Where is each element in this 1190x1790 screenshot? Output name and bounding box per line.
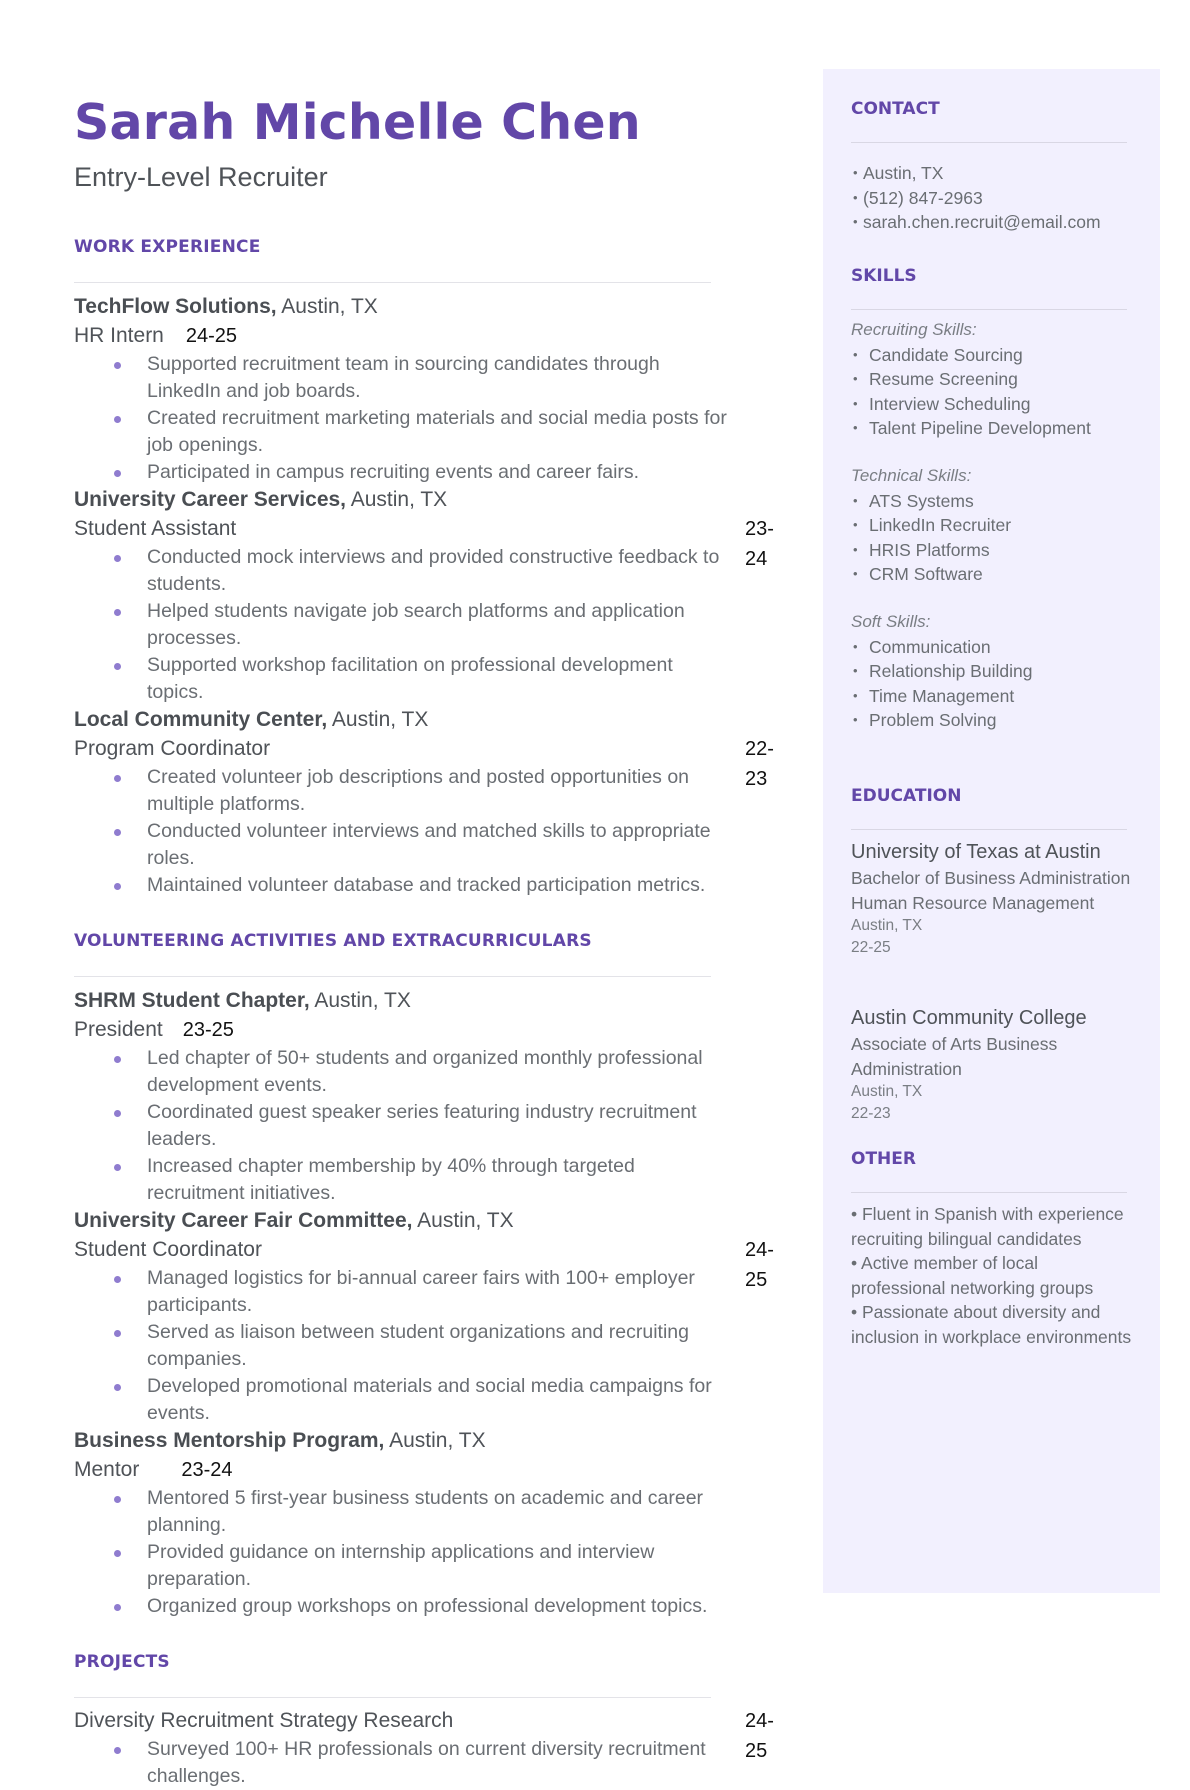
entry-role-line <box>74 1015 794 1045</box>
skill-item: • Interview Scheduling <box>851 392 1141 417</box>
bullet-item: Mentored 5 first-year business students on academic and career planning. <box>74 1485 734 1539</box>
bullet-list <box>74 544 794 706</box>
other-heading: OTHER <box>851 1149 916 1169</box>
skills-group <box>851 318 1141 441</box>
skills-list <box>851 343 1141 441</box>
skill-item: • LinkedIn Recruiter <box>851 513 1141 538</box>
divider <box>74 976 711 977</box>
entry-org: TechFlow Solutions, <box>74 294 277 318</box>
edu-school: University of Texas at Austin <box>851 841 1101 863</box>
edu-degree: Associate of Arts Business Administration <box>851 1034 1058 1079</box>
entry-header <box>74 987 794 1015</box>
skills-heading: SKILLS <box>851 266 917 286</box>
bullet-item: Conducted volunteer interviews and matched skills to appropriate roles. <box>74 818 734 872</box>
bullet-item: Coordinated guest speaker series featuring industry recruitment leaders. <box>74 1099 734 1153</box>
bullet-item: Organized group workshops on professional development topics. <box>74 1593 734 1620</box>
entry-location: Austin, TX <box>417 1208 514 1232</box>
candidate-title: Entry-Level Recruiter <box>74 161 328 192</box>
entry-role: Program Coordinator <box>74 736 271 760</box>
bullet-item: Supported recruitment team in sourcing candidates through LinkedIn and job boards. <box>74 351 734 405</box>
project-entry <box>74 1706 794 1790</box>
contact-list <box>851 161 1141 235</box>
entry-org: University Career Fair Committee, <box>74 1208 413 1232</box>
work-experience-section <box>74 237 794 899</box>
volunteering-section <box>74 931 794 1620</box>
contact-heading: CONTACT <box>851 99 940 119</box>
contact-email: • sarah.chen.recruit@email.com <box>851 210 1141 235</box>
entry-header <box>74 1207 794 1235</box>
skill-item: • HRIS Platforms <box>851 538 1141 563</box>
edu-school: Austin Community College <box>851 1007 1087 1029</box>
edu-date: 22-23 <box>851 1105 891 1122</box>
divider <box>74 282 711 283</box>
other-item: • Passionate about diversity and inclusion in workplace environments <box>851 1302 1132 1347</box>
candidate-name: Sarah Michelle Chen <box>74 94 641 151</box>
entry-location: Austin, TX <box>350 487 448 511</box>
entry-role: Mentor <box>74 1457 140 1481</box>
divider <box>851 309 1127 310</box>
bullet-item: Helped students navigate job search platforms and application processes. <box>74 598 734 652</box>
volunteer-entry <box>74 987 794 1207</box>
skills-list <box>851 489 1141 587</box>
work-entry <box>74 293 794 486</box>
volunteer-entry <box>74 1207 794 1427</box>
section-heading: VOLUNTEERING ACTIVITIES AND EXTRACURRICULARS <box>74 930 592 951</box>
work-entry <box>74 706 794 899</box>
entry-header <box>74 706 794 734</box>
bullet-item: Provided guidance on internship applications and interview preparation. <box>74 1539 734 1593</box>
skill-item: • ATS Systems <box>851 489 1141 514</box>
other-item: • Active member of local professional networking groups <box>851 1253 1094 1298</box>
edu-date: 22-25 <box>851 939 891 956</box>
skills-group-label: Soft Skills: <box>851 612 931 631</box>
skills-group <box>851 610 1141 733</box>
bullet-list <box>74 351 794 486</box>
work-entry <box>74 486 794 706</box>
entry-role-line <box>74 321 794 351</box>
entry-date: 22-23 <box>745 737 774 790</box>
entry-location: Austin, TX <box>281 294 378 318</box>
bullet-item: Supported workshop facilitation on professional development topics. <box>74 652 734 706</box>
entry-org: SHRM Student Chapter, <box>74 988 310 1012</box>
entry-date: 24-25 <box>185 324 238 347</box>
divider <box>851 142 1127 143</box>
bullet-item: Served as liaison between student organizations and recruiting companies. <box>74 1319 734 1373</box>
bullet-item: Maintained volunteer database and tracked participation metrics. <box>74 872 734 899</box>
bullet-item: Managed logistics for bi-annual career fairs with 100+ employer participants. <box>74 1265 734 1319</box>
skill-item: • Relationship Building <box>851 659 1141 684</box>
entry-org: Local Community Center, <box>74 707 328 731</box>
project-title: Diversity Recruitment Strategy Research <box>74 1708 454 1732</box>
bullet-list <box>74 1265 794 1427</box>
entry-date: 23-24 <box>745 517 774 570</box>
bullet-item: Conducted mock interviews and provided constructive feedback to students. <box>74 544 734 598</box>
skill-item: • Communication <box>851 635 1141 660</box>
edu-location: Austin, TX <box>851 917 923 934</box>
skill-item: • CRM Software <box>851 562 1141 587</box>
divider <box>74 1697 711 1698</box>
entry-role: President <box>74 1017 163 1041</box>
bullet-item: Increased chapter membership by 40% through targeted recruitment initiatives. <box>74 1153 734 1207</box>
entry-header <box>74 1427 794 1455</box>
edu-location: Austin, TX <box>851 1083 923 1100</box>
bullet-list <box>74 1736 794 1790</box>
edu-degree: Bachelor of Business Administration Human Resource Management <box>851 868 1131 913</box>
other-item: • Fluent in Spanish with experience recruiting bilingual candidates <box>851 1204 1124 1249</box>
entry-role: Student Coordinator <box>74 1237 262 1261</box>
main-column <box>74 96 794 1790</box>
skill-item: • Problem Solving <box>851 708 1141 733</box>
project-date: 24-25 <box>745 1709 774 1762</box>
bullet-item: Created volunteer job descriptions and posted opportunities on multiple platforms. <box>74 764 734 818</box>
entry-role: HR Intern <box>74 323 164 347</box>
skill-item: • Resume Screening <box>851 367 1141 392</box>
education-heading: EDUCATION <box>851 786 962 806</box>
bullet-item: Participated in campus recruiting events and career fairs. <box>74 459 734 486</box>
entry-date: 23-25 <box>182 1018 234 1041</box>
sidebar <box>823 69 1160 1593</box>
entry-location: Austin, TX <box>331 707 429 731</box>
entry-date: 23-24 <box>181 1458 233 1481</box>
entry-date: 24-25 <box>745 1238 774 1291</box>
bullet-list <box>74 1485 794 1620</box>
education-entry <box>851 838 1131 959</box>
divider <box>851 1192 1127 1193</box>
entry-role: Student Assistant <box>74 516 237 540</box>
skills-group-label: Recruiting Skills: <box>851 320 977 339</box>
entry-org: Business Mentorship Program, <box>74 1428 385 1452</box>
volunteer-entry <box>74 1427 794 1620</box>
projects-section <box>74 1652 794 1790</box>
bullet-item: Surveyed 100+ HR professionals on current diversity recruitment challenges. <box>74 1736 734 1790</box>
entry-location: Austin, TX <box>314 988 411 1012</box>
skill-item: • Time Management <box>851 684 1141 709</box>
entry-role-line <box>74 1455 794 1485</box>
skill-item: • Candidate Sourcing <box>851 343 1141 368</box>
bullet-item: Led chapter of 50+ students and organized monthly professional development events. <box>74 1045 734 1099</box>
section-heading: PROJECTS <box>74 1651 170 1672</box>
entry-location: Austin, TX <box>389 1428 486 1452</box>
entry-org: University Career Services, <box>74 487 347 511</box>
contact-location: • Austin, TX <box>851 161 1141 186</box>
entry-header <box>74 486 794 514</box>
other-list <box>851 1202 1135 1349</box>
skill-item: • Talent Pipeline Development <box>851 416 1141 441</box>
bullet-item: Developed promotional materials and social media campaigns for events. <box>74 1373 734 1427</box>
skills-list <box>851 635 1141 733</box>
divider <box>851 829 1127 830</box>
entry-header <box>74 293 794 321</box>
skills-group-label: Technical Skills: <box>851 466 972 485</box>
bullet-list <box>74 764 794 899</box>
bullet-item: Created recruitment marketing materials and social media posts for job openings. <box>74 405 734 459</box>
bullet-list <box>74 1045 794 1207</box>
contact-phone: • (512) 847-2963 <box>851 186 1141 211</box>
education-entry <box>851 1004 1131 1125</box>
skills-group <box>851 464 1141 587</box>
section-heading: WORK EXPERIENCE <box>74 236 261 257</box>
